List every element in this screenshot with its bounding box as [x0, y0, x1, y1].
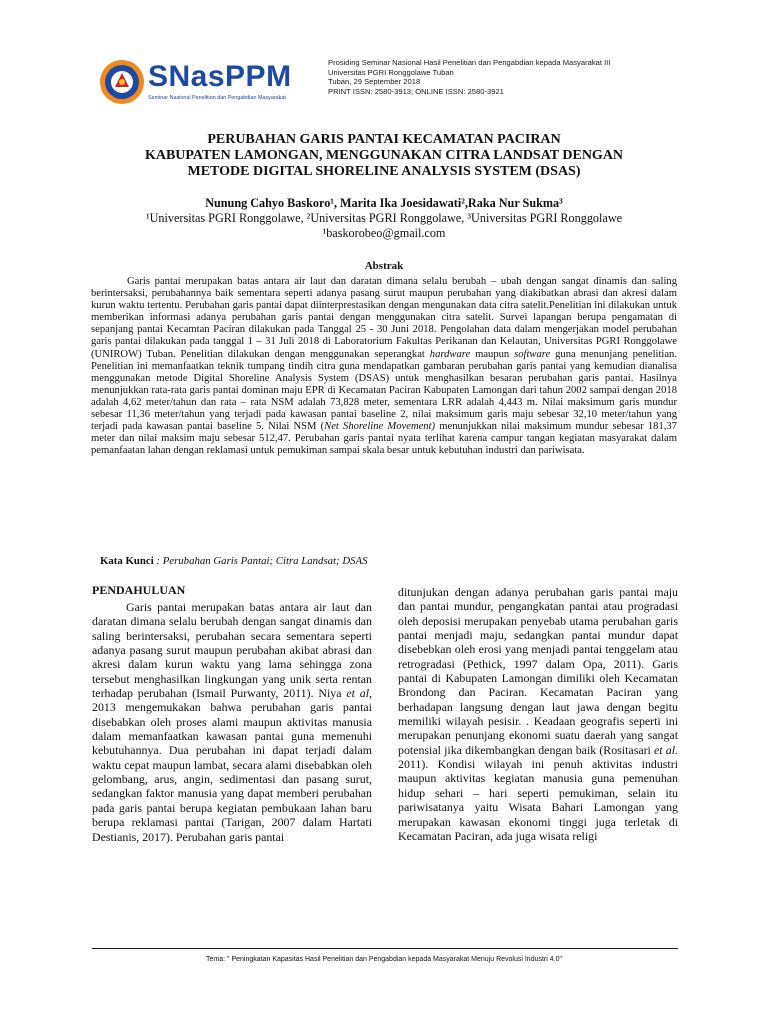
abstract-heading: Abstrak	[364, 260, 404, 272]
body-span: 2013 mengemukakan bahwa perubahan garis pantai disebabkan oleh proses alami maupun aktivitas manusia dalam memanfaatkan kawasan pantai guna memenuhi kebutuhannya. Dua perubahan ini dapat terjadi dalam waktu cepat maupun lambat, secara alami disebabkan oleh gelombang, arus, angin, sedimentasi dan pasang surut, sedangkan faktor manusia yang dapat memberi perubahan pada garis pantai berupa kegiatan pembukaan lahan baru berupa reklamasi pantai (Tarigan, 2007 dalam Hartati Destianis, 2017). Perubahan garis pantai	[92, 700, 372, 844]
university-seal-icon	[98, 58, 146, 106]
abstract-span: maupun	[470, 348, 515, 360]
author-email: ¹baskorobeo@gmail.com	[322, 226, 446, 240]
footer-divider	[92, 948, 678, 949]
body-column-left	[92, 600, 372, 844]
abstract-emphasis: Net Shoreline Movement)	[324, 421, 436, 433]
proceedings-line: Prosiding Seminar Nasional Hasil Penelitian dan Pengabdian kepada Masyarakat III	[328, 58, 611, 67]
paper-title	[100, 132, 668, 180]
body-span: Garis pantai merupakan batas antara air laut dan daratan dimana selalu berubah dengan sangat dinamis dan saling berintersaksi, perubahan secara sementara seperti adanya pasang surut maupun perubahan akibat abrasi dan akresi dalam kurun waktu yang lama sehingga zona tersebut menghasilkan lingkungan yang unik serta rentan terhadap perubahan (Ismail Purwanty, 2011). Niya	[92, 600, 372, 701]
abstract-span: Garis pantai merupakan batas antara air laut dan daratan dimana selalu berubah – ubah dengan sangat dinamis dan saling berintersaksi, perubahannya baik sementara seperti adanya pasang surut maupun perubahan yang diakibatkan abrasi dan akresi dalam kurun waktu tertentu. Perubahan garis pantai dapat diinterprestasikan dengan mengunakan data citra satelit.Penelitian ini dilakukan untuk memberikan informasi adanya perubahan garis pantai dengan menggunakan citra satelit. Survei lapangan berupa pengamatan di sepanjang pantai Kecamtan Paciran dilakukan pada Tanggal 25 - 30 Juni 2018. Pengolahan data dalam mengerjakan model perubahan garis pantai dilakukan pada tanggal 1 – 31 Juli 2018 di Laboratorium Fakultas Perikanan dan Kelautan, Universitas PGRI Ronggolawe (UNIROW) Tuban. Penelitian dilakukan dengan menggunakan seperangkat	[91, 276, 677, 360]
logo-wordmark: SNasPPM	[148, 60, 292, 93]
body-span: ditunjukan dengan adanya perubahan garis pantai maju dan pantai mundur, pengangkatan pantai atau progradasi oleh deposisi merupakan penyebab utama perubahan garis pantai menjadi maju, sedangkan pantai mundur dapat disebebkan oleh erosi yang menjadi pantai tenggelam atau retrogradasi (Pethick, 1997 dalam Opa, 2011). Garis pantai di Kabupaten Lamongan dimiliki oleh Kecamatan Brondong dan Paciran. Kecamatan Paciran yang berhadapan langsung dengan laut jawa dengan begitu memiliki wilayah pesisir. . Keadaan geografis seperti ini merupakan penunjang ekonomi suatu daerah yang sangat potensial jika dikembangkan dengan baik (Rositasari	[398, 585, 678, 757]
body-column-right	[398, 585, 678, 843]
logo-subtitle: Seminar Nasional Penelitian dan Pengabdian Masyarakat	[148, 95, 286, 101]
footer-theme: Tema: " Peningkatan Kapasitas Hasil Penelitian dan Pengabdian kepada Masyarakat Menuju Revolusi Industri 4.0"	[206, 956, 562, 963]
keywords-label: Kata Kunci	[100, 555, 154, 567]
title-line: KABUPATEN LAMONGAN, MENGGUNAKAN CITRA LANDSAT DENGAN	[144, 148, 624, 163]
body-emphasis: et al.	[654, 742, 678, 757]
author-block	[60, 196, 708, 241]
body-emphasis: et al,	[346, 686, 372, 701]
conference-logo	[98, 58, 298, 108]
keywords	[100, 555, 368, 567]
abstract-span: guna menunjang penelitian. Penelitian ini memanfaatkan teknik tumpang tindih citra guna mendapatkan gambaran perubahan garis pantai yang kemudian dianalisa menggunakan metode Digital Shoreline Analysis System (DSAS) untuk menghasilkan besaran perubahan garis pantai. Hasilnya menunjukkan rata-rata garis pantai dominan maju EPR di Kecamatan Paciran Kabupaten Lamongan dari tahun 2002 sampai dengan 2018 adalah 4,62 meter/tahun dan rata – rata NSM adalah 73,828 meter, sementara LRR adalah 4,443 m. Nilai maksimum garis mundur sebesar 11,36 meter/tahun yang terjadi pada kawasan pantai baseline 2, nilai maksimum garis maju sebesar 32,10 meter/tahun yang terjadi pada kawasan pantai baseline 5. Nilai NSM (	[91, 348, 677, 433]
title-line: METODE DIGITAL SHORELINE ANALYSIS SYSTEM (DSAS)	[187, 164, 581, 179]
keywords-value: : Perubahan Garis Pantai; Citra Landsat; DSAS	[153, 555, 368, 567]
author-affiliations: ¹Universitas PGRI Ronggolawe, ²Universitas PGRI Ronggolawe, ³Universitas PGRI Ronggolawe	[145, 211, 623, 225]
title-line: PERUBAHAN GARIS PANTAI KECAMATAN PACIRAN	[207, 132, 561, 147]
abstract-emphasis: software	[514, 348, 551, 360]
author-names: Nunung Cahyo Baskoro¹, Marita Ika Joesidawati²,Raka Nur Sukma³	[205, 196, 563, 210]
abstract-text	[91, 276, 677, 457]
body-span: 2011). Kondisi wilayah ini penuh aktivitas industri maupun aktivitas kegiatan manusia guna pemenuhan hidup sehari – hari seperti pemukiman, selain itu pariwisatanya yaitu Wisata Bahari Lamongan yang merupakan kawasan ekonomi tinggi juga terletak di Kecamatan Paciran, ada juga wisata religi	[398, 757, 678, 843]
section-heading: PENDAHULUAN	[92, 583, 186, 597]
proceedings-line: PRINT ISSN: 2580-3913; ONLINE ISSN: 2580-3921	[328, 86, 504, 96]
proceedings-info	[328, 58, 610, 96]
proceedings-line: Tuban, 29 September 2018	[328, 77, 421, 87]
proceedings-line: Universitas PGRI Ronggolawe Tuban	[328, 67, 454, 77]
abstract-span: menunjukkan nilai maksimum mundur sebesar 181,37 meter dan nilai maksim maju sebesar 512,47. Perubahan garis pantai nyata terlihat karena campur tangan kegiatan masyarakat dalam pemanfaatan lahan dengan reklamasi untuk pemukiman sampai skala besar untuk kebutuhan industri dan pariwisata.	[91, 421, 677, 457]
abstract-emphasis: hardware	[429, 348, 471, 360]
